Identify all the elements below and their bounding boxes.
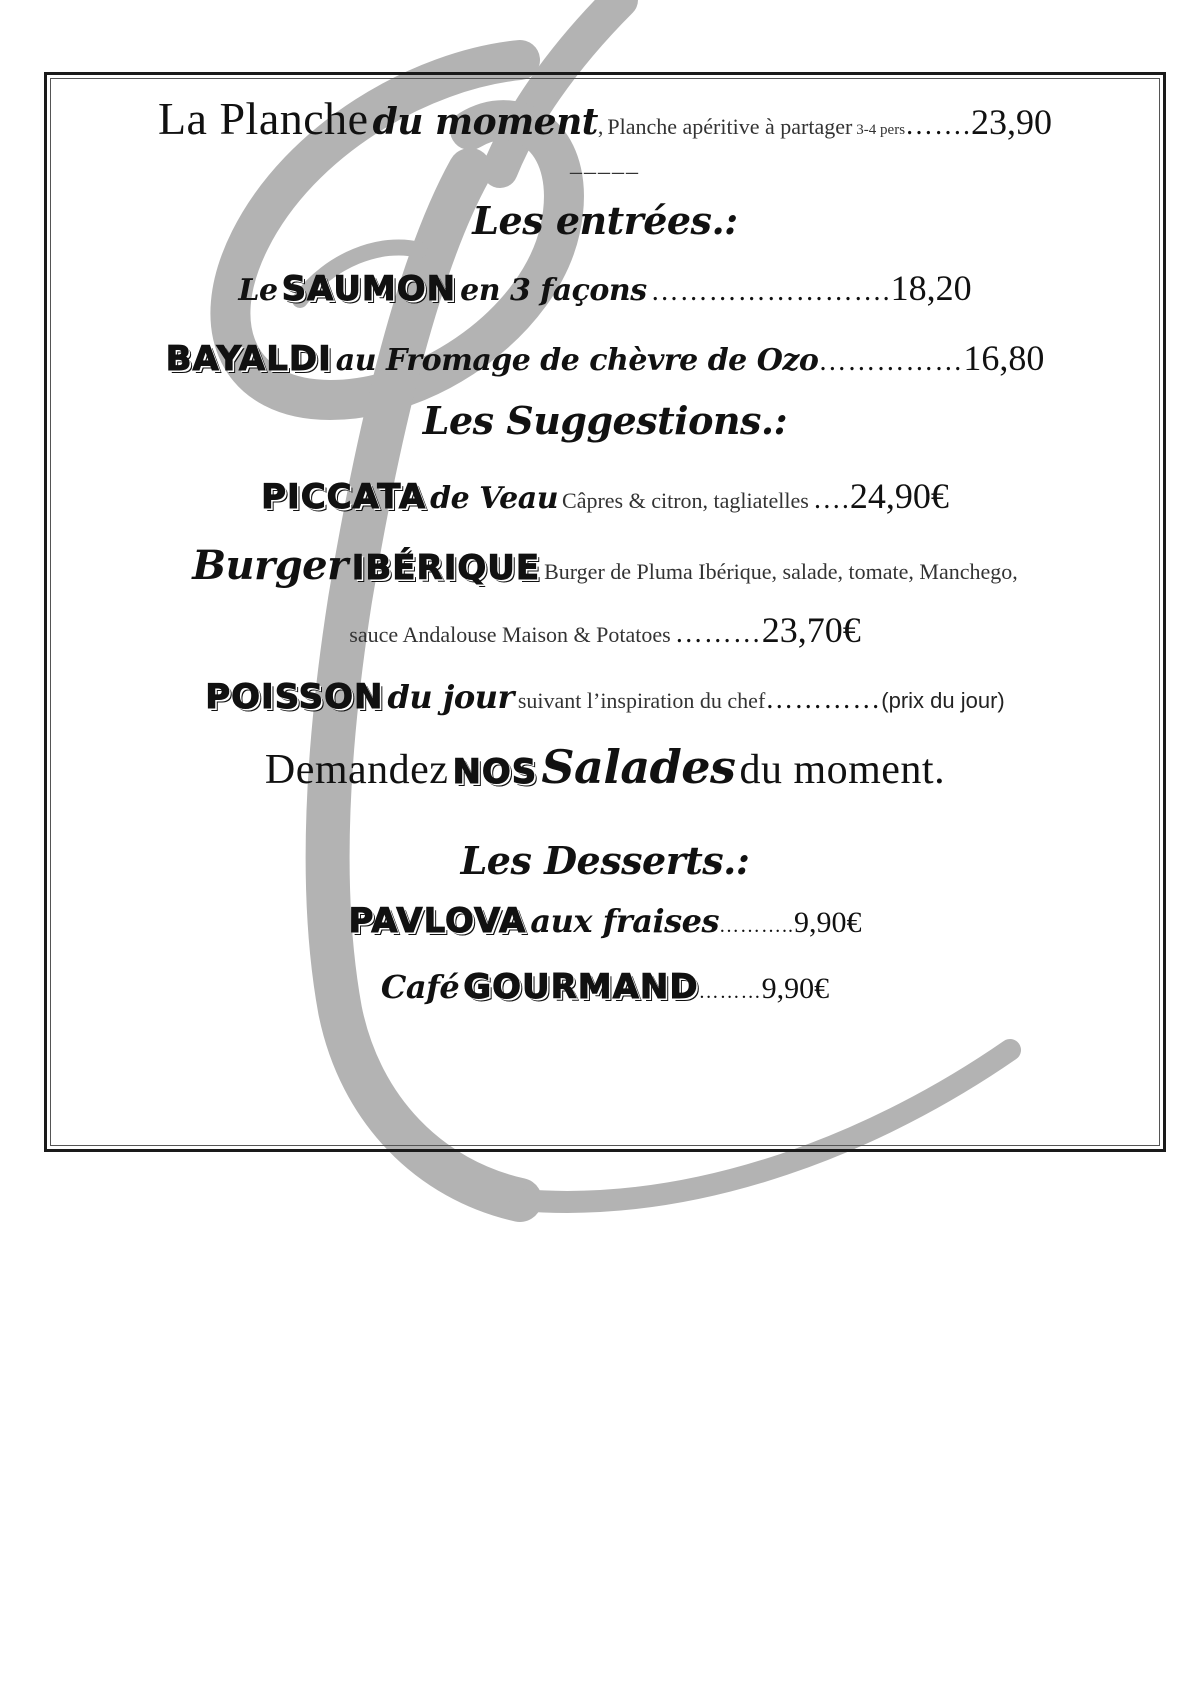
burger-prefix: Burger bbox=[192, 542, 348, 589]
poisson-description: suivant l’inspiration du chef bbox=[517, 688, 766, 713]
planche-subtitle: du moment bbox=[372, 101, 598, 143]
burger-price: 23,70€ bbox=[761, 610, 861, 650]
pavlova-price: 9,90€ bbox=[794, 906, 862, 939]
planche-title: La Planche bbox=[157, 93, 369, 144]
saumon-name: SAUMON bbox=[281, 269, 457, 309]
burger-name: IBÉRIQUE bbox=[351, 548, 541, 588]
salades-part3: Salades bbox=[541, 740, 736, 794]
divider-text: _____ bbox=[570, 151, 640, 177]
saumon-suffix: en 3 façons bbox=[460, 273, 647, 308]
planche-comma: , bbox=[597, 114, 604, 139]
entrees-heading: Les entrées.: bbox=[472, 198, 738, 243]
piccata-name: PICCATA bbox=[261, 477, 427, 517]
poisson-name: POISSON bbox=[205, 677, 384, 717]
desserts-heading-line bbox=[44, 838, 1166, 883]
menu-content bbox=[44, 72, 1166, 1152]
poisson-line bbox=[44, 677, 1166, 717]
cafe-line bbox=[44, 967, 1166, 1007]
cafe-price: 9,90€ bbox=[761, 972, 830, 1005]
entrees-heading-line bbox=[44, 198, 1166, 243]
planche-description: Planche apéritive à partager bbox=[607, 114, 853, 139]
cafe-name: GOURMAND bbox=[463, 967, 699, 1007]
pavlova-dots: ……….. bbox=[719, 915, 794, 937]
bayaldi-line bbox=[44, 338, 1166, 379]
salades-part2: NOS bbox=[452, 752, 538, 792]
salades-part4: du moment. bbox=[739, 747, 946, 793]
saumon-dots: ……………………. bbox=[650, 276, 891, 307]
planche-persons: 3-4 pers bbox=[856, 122, 906, 138]
burger-line bbox=[44, 542, 1166, 589]
saumon-line bbox=[44, 268, 1166, 309]
poisson-suffix: du jour bbox=[387, 678, 514, 716]
saumon-prefix: Le bbox=[238, 273, 278, 308]
burger-description-2: sauce Andalouse Maison & Potatoes bbox=[349, 622, 671, 647]
planche-line bbox=[44, 93, 1166, 144]
burger-line-2 bbox=[44, 612, 1166, 648]
saumon-price: 18,20 bbox=[890, 268, 972, 308]
pavlova-line bbox=[44, 901, 1166, 941]
planche-dots: ……. bbox=[905, 110, 972, 141]
piccata-line bbox=[44, 476, 1166, 517]
bayaldi-dots: …………… bbox=[818, 346, 964, 377]
bayaldi-name: BAYALDI bbox=[165, 339, 332, 379]
suggestions-heading: Les Suggestions.: bbox=[422, 398, 788, 443]
pavlova-name: PAVLOVA bbox=[348, 901, 527, 941]
piccata-description: Câpres & citron, tagliatelles bbox=[562, 488, 809, 513]
burger-description: Burger de Pluma Ibérique, salade, tomate, Manchego, bbox=[544, 559, 1018, 584]
salades-part1: Demandez bbox=[264, 747, 449, 793]
desserts-heading: Les Desserts.: bbox=[460, 838, 750, 883]
poisson-dots: ………… bbox=[765, 684, 882, 715]
piccata-price: 24,90€ bbox=[849, 476, 949, 516]
section-divider bbox=[44, 152, 1166, 176]
burger-dots: ……… bbox=[674, 618, 762, 649]
cafe-dots: ……… bbox=[698, 981, 762, 1003]
planche-price: 23,90 bbox=[971, 102, 1053, 142]
bayaldi-price: 16,80 bbox=[963, 338, 1045, 378]
cafe-prefix: Café bbox=[380, 968, 460, 1006]
poisson-price: (prix du jour) bbox=[881, 688, 1005, 713]
salades-line bbox=[44, 740, 1166, 794]
piccata-dots: …. bbox=[812, 484, 850, 515]
pavlova-suffix: aux fraises bbox=[530, 902, 719, 940]
suggestions-heading-line bbox=[44, 398, 1166, 443]
bayaldi-suffix: au Fromage de chèvre de Ozo bbox=[335, 343, 819, 378]
piccata-suffix: de Veau bbox=[430, 481, 559, 516]
